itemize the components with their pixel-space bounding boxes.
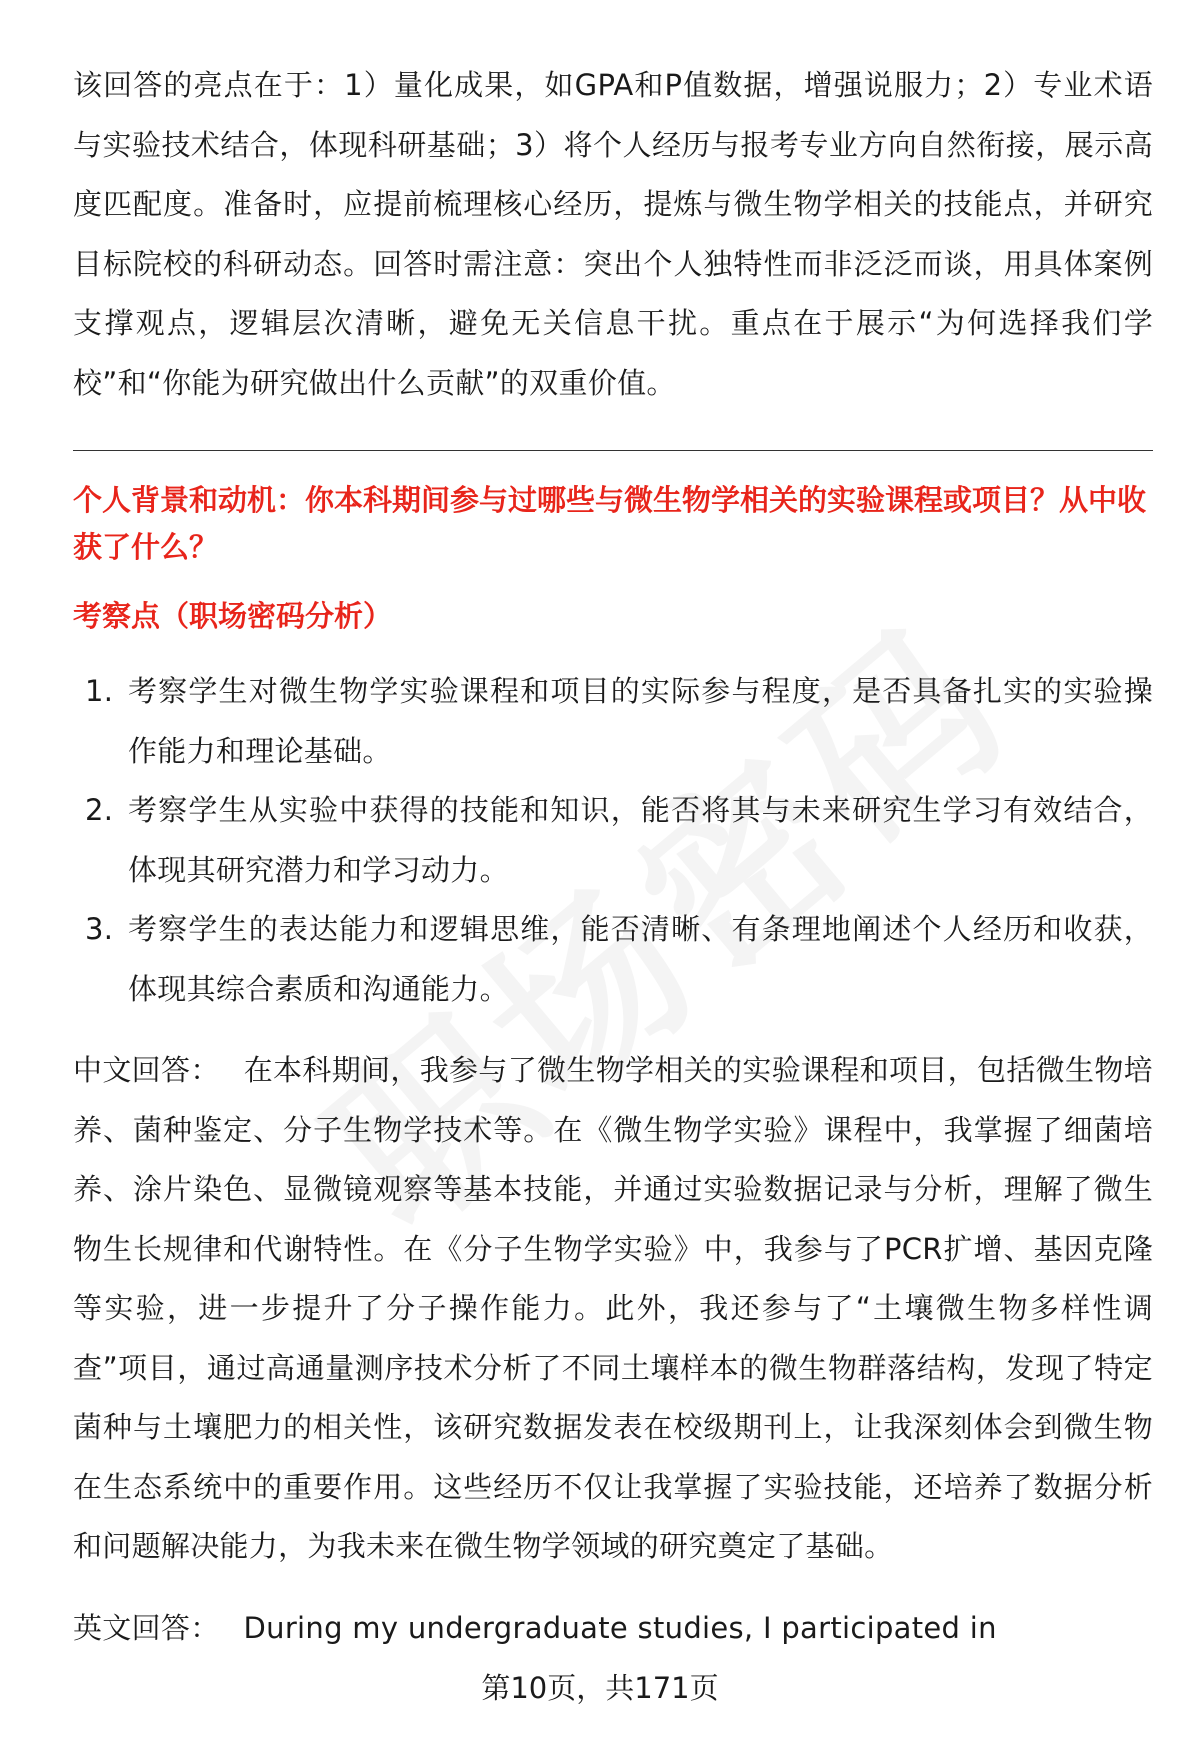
page-footer: 第10页，共171页 — [481, 1671, 719, 1705]
english-answer-text: During my undergraduate studies, I participated in — [243, 1610, 997, 1645]
list-item — [73, 662, 1153, 781]
focus-points-list — [73, 662, 1153, 1019]
chinese-answer — [73, 1041, 1153, 1577]
question-heading: 个人背景和动机：你本科期间参与过哪些与微生物学相关的实验课程或项目？从中收获了什么？ — [73, 483, 1147, 564]
intro-paragraph: 该回答的亮点在于：1）量化成果，如GPA和P值数据，增强说服力；2）专业术语与实验技术结合，体现科研基础；3）将个人经历与报考专业方向自然衔接，展示高度匹配度。准备时，应提前梳理核心经历，提炼与微生物学相关的技能点，并研究目标院校的科研动态。回答时需注意：突出个人独特性而非泛泛而谈，用具体案例支撑观点，逻辑层次清晰，避免无关信息干扰。重点在于展示“为何选择我们学校”和“你能为研究做出什么贡献”的双重价值。 — [73, 68, 1153, 400]
english-answer — [73, 1599, 1153, 1659]
page-content — [73, 56, 1153, 1658]
focus-heading: 考察点（职场密码分析） — [73, 599, 393, 633]
list-item-number: 3. — [85, 912, 114, 946]
chinese-answer-label: 中文回答： — [73, 1053, 220, 1087]
list-item — [73, 900, 1153, 1019]
list-item-number: 2. — [85, 793, 114, 827]
list-item-number: 1. — [85, 674, 114, 708]
list-item-text: 考察学生的表达能力和逻辑思维，能否清晰、有条理地阐述个人经历和收获，体现其综合素质和沟通能力。 — [128, 912, 1153, 1006]
section-divider — [73, 450, 1153, 451]
chinese-answer-text: 在本科期间，我参与了微生物学相关的实验课程和项目，包括微生物培养、菌种鉴定、分子生物学技术等。在《微生物学实验》课程中，我掌握了细菌培养、涂片染色、显微镜观察等基本技能，并通过实验数据记录与分析，理解了微生物生长规律和代谢特性。在《分子生物学实验》中，我参与了PCR扩增、基因克隆等实验，进一步提升了分子操作能力。此外，我还参与了“土壤微生物多样性调查”项目，通过高通量测序技术分析了不同土壤样本的微生物群落结构，发现了特定菌种与土壤肥力的相关性，该研究数据发表在校级期刊上，让我深刻体会到微生物在生态系统中的重要作用。这些经历不仅让我掌握了实验技能，还培养了数据分析和问题解决能力，为我未来在微生物学领域的研究奠定了基础。 — [73, 1053, 1153, 1563]
english-answer-label: 英文回答： — [73, 1610, 220, 1645]
list-item — [73, 781, 1153, 900]
list-item-text: 考察学生对微生物学实验课程和项目的实际参与程度，是否具备扎实的实验操作能力和理论基础。 — [128, 674, 1153, 768]
list-item-text: 考察学生从实验中获得的技能和知识，能否将其与未来研究生学习有效结合，体现其研究潜力和学习动力。 — [128, 793, 1153, 887]
